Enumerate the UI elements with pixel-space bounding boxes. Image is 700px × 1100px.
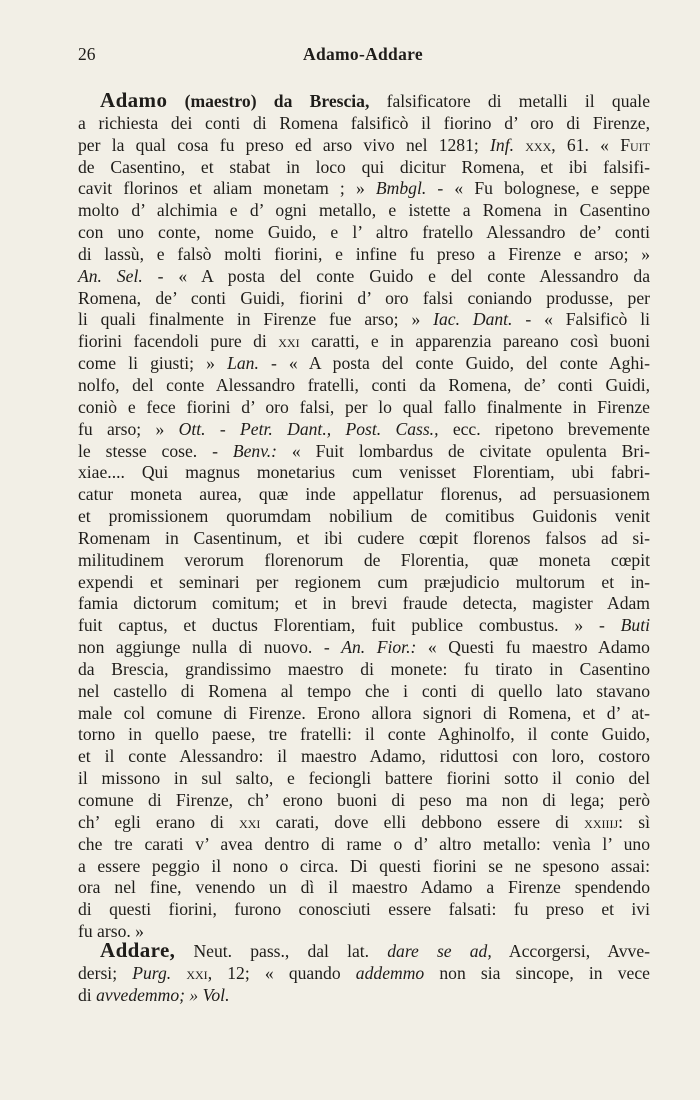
entry-line [78,178,650,200]
citation: An. Sel. [78,265,143,286]
entry-line [78,963,650,985]
text-run: ch’ egli erano di [78,811,240,832]
entry-line: molto d’ alchimia e d’ ogni metallo, e istette a Romena in Casentino [78,200,650,221]
text-run: addemmo [355,962,425,983]
text-run: come li giusti; » [78,353,228,374]
entry-line: a essere peggio il nono o circa. Di questi fiorini se ne spesono assai: [78,855,650,876]
citation: Inf. [490,134,514,155]
citation: Bmbgl. [375,178,427,199]
citation: Lan. [227,353,259,374]
text-run: - « Falsificò li [512,309,650,330]
text-run: carati, dove elli debbono essere di [260,811,585,832]
text-run: xxi [278,331,300,352]
text-run: xxi [239,811,261,832]
entry-line: fu arso. » [78,921,144,942]
entry-line: il missono in sul salto, e feciongli battere fiorini sotto il conio del [78,768,650,789]
text-run: fu arso; » [78,418,179,439]
entry-line: xiae.... Qui magnus monetarius cum venisset Florentiam, ubi fabri- [78,462,650,483]
entry-line: de Casentino, et stabat in loco qui dicitur Romena, et ibi falsifi- [78,156,650,177]
text-run: « Fuit lombardus de civitate opulenta Bri- [276,440,650,461]
page-number: 26 [78,44,96,64]
citation: Ott. - Petr. Dant., Post. Cass., [178,418,439,439]
headword-qualifier: (maestro) da Brescia, [167,91,370,111]
entry-line: nolfo, del conte Alessandro fratelli, conti da Romena, de’ conti Guidi, [78,374,650,395]
text-run: caratti, e in apparenzia pareano così buoni [299,331,650,352]
entry-line: catur moneta aurea, quæ inde appellatur florenus, ad persuasionem [78,484,650,505]
entry-line: che tre carati v’ avea dentro di rame o d’ altro metallo: venìa l’ uno [78,833,650,854]
entry-line: Romena, de’ conti Guidi, fiorini d’ oro falsi coniando produsse, per [78,287,650,308]
text-run: - « A posta del conte Guido e del conte Alessandro da [142,265,651,286]
entry-line [78,266,650,288]
entry-line [78,940,650,963]
entry-line: di lassù, e falsò molti fiorini, e infine fu preso a Firenze e arso; » [78,243,650,264]
entry-line: et promissionem quorumdam nobilium de comitibus Guidonis venit [78,506,650,527]
entry-line [78,309,650,331]
entry-line [78,353,650,375]
entry-line: nel castello di Romena al tempo che i conti di quello lato stavano [78,680,650,701]
entry-line: da Brescia, grandissimo maestro di monete: fu tirato in Casentino [78,658,650,679]
text-run: dersi; [78,962,133,983]
citation: Buti [620,615,650,636]
entry-line: di questi fiorini, furono conosciuti essere falsati: fu preso et ivi [78,899,650,920]
text-run: cavit florinos et aliam monetam ; » [78,178,376,199]
entry-line: ora nel fine, venendo un dì il maestro Adamo a Firenze spendendo [78,877,650,898]
text-run: ecc. ripetono brevemente [438,418,650,439]
text-run: falsificatore di metalli il quale [369,91,650,111]
citation: Benv.: [232,440,277,461]
text-run: xxi [171,962,208,983]
entry-line [78,615,650,637]
text-run: avvedemmo; » Vol. [96,984,230,1005]
entry-line: et il conte Alessandro: il maestro Adamo, riduttosi con loro, costoro [78,746,650,767]
citation: Iac. Dant. [433,309,513,330]
entry-line: Romenam in Casentinum, et ibi cudere cœpit florenos falsos ad si- [78,527,650,548]
headword: Addare, [100,938,176,962]
entry-line [78,90,650,113]
text-run: non sia sincope, in vece [424,962,650,983]
entry-adamo [78,90,650,943]
text-run: li quali finalmente in Firenze fue arso; » [78,309,434,330]
page-header [78,44,648,66]
text-run: xxiiij [584,811,619,832]
text-run: - « A posta del conte Guido, del conte Aghi- [258,353,651,374]
entry-line [78,441,650,463]
entry-line: expendi et seminari per regionem cum præjudicio multorum et in- [78,571,650,592]
text-run: Neut. pass., dal lat. [175,941,388,961]
entry-line: coniò e fece fiorini d’ oro falsi, per lo qual fallo finalmente in Firenze [78,396,650,417]
entry-line: comune di Firenze, ch’ erono buoni di peso ma non di lega; però [78,790,650,810]
entry-line: famia dictorum comitum; et in brevi fraude detecta, magister Adam [78,593,650,614]
text-run: non aggiunge nulla di nuovo. - [78,637,342,658]
entry-line: con uno conte, nome Guido, e l’ altro fratello Alessandro de’ conti [78,222,650,243]
text-run: per la qual cosa fu preso ed arso vivo nel 1281; [78,134,491,155]
entry-line [78,419,650,441]
entry-line: militudinem verorum florenorum de Florentia, quæ moneta cœpit [78,549,650,570]
entry-line [78,812,650,834]
text-run: xxx, 61. « Fuit [514,134,650,155]
entry-line [78,135,650,157]
entry-line: male col comune di Firenze. Erono allora signori di Romena, et d’ at- [78,702,650,723]
text-run: , 12; « quando [207,962,356,983]
text-run: Accorgersi, Avve- [491,941,651,961]
text-run: « Questi fu maestro Adamo [416,637,650,658]
text-run: di [78,984,97,1005]
text-run: fuit captus, et ductus Florentiam, fuit publice combustus. » - [78,615,621,636]
headword: Adamo [100,88,168,112]
entry-line: a richiesta dei conti di Romena falsificò il fiorino d’ oro di Firenze, [78,112,650,133]
entry-line [78,985,650,1007]
entry-addare [78,940,650,1007]
citation: Purg. [132,962,172,983]
text-run: le stesse cose. - [78,440,233,461]
text-run: fiorini facendoli pure di [78,331,279,352]
text-run: : sì [618,811,650,832]
running-head: Adamo-Addare [303,44,423,64]
entry-line [78,637,650,659]
entry-line [78,331,650,353]
entry-line: torno in quello paese, tre fratelli: il conte Aghinolfo, il conte Guido, [78,724,650,745]
text-run: - « Fu bolognese, e seppe [426,178,650,199]
text-run: dare se ad, [387,941,492,961]
citation: An. Fior.: [341,637,417,658]
